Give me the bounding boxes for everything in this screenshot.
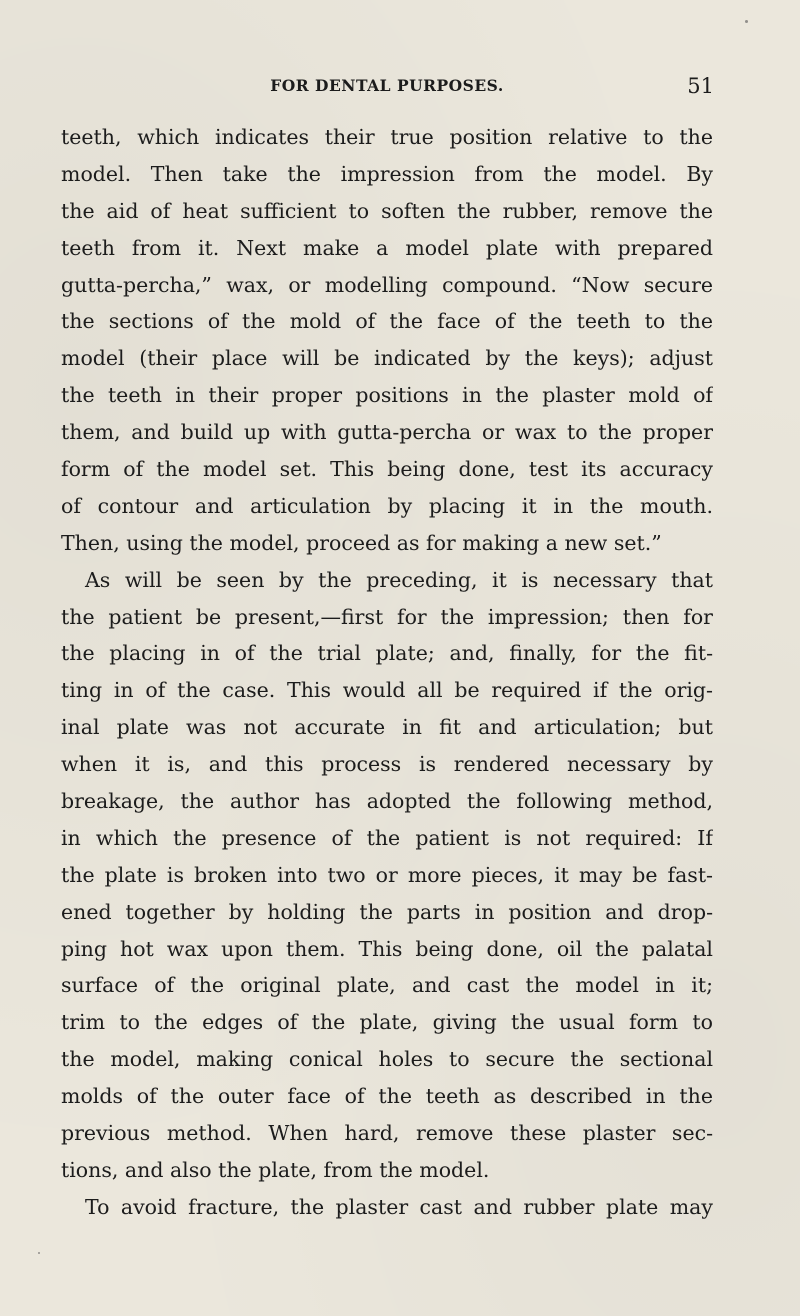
text-line: the placing in of the trial plate; and, finally, for the fit- [61,641,713,666]
paper-speck [38,1252,40,1254]
body-text [61,119,713,1226]
text-line: gutta-percha,” wax, or modelling compound. “Now secure [61,272,713,297]
text-line: the sections of the mold of the face of the teeth to the [61,309,713,334]
text-line: surface of the original plate, and cast the model in it; [61,973,713,998]
text-line: As will be seen by the preceding, it is necessary that [85,567,713,592]
text-line: the aid of heat sufficient to soften the rubber, remove the [61,198,713,223]
text-line: To avoid fracture, the plaster cast and rubber plate may [85,1194,713,1219]
text-line: of contour and articulation by placing it in the mouth. [61,493,713,518]
text-line: the teeth in their proper positions in the plaster mold of [61,383,713,408]
paper-speck [745,20,748,23]
text-line: inal plate was not accurate in fit and articulation; but [61,715,713,740]
text-line: tions, and also the plate, from the model. [61,1157,490,1182]
text-line: model (their place will be indicated by the keys); adjust [61,346,713,371]
running-head [60,74,714,100]
text-line: the model, making conical holes to secure the sectional [61,1047,713,1072]
text-line: when it is, and this process is rendered necessary by [61,752,713,777]
text-line: ened together by holding the parts in position and drop- [61,899,713,924]
page-number: 51 [687,74,714,98]
text-line: the plate is broken into two or more pieces, it may be fast- [61,862,713,887]
text-line: ping hot wax upon them. This being done, oil the palatal [61,936,713,961]
running-title: FOR DENTAL PURPOSES. [270,76,504,95]
text-line: the patient be present,—first for the impression; then for [61,604,713,629]
text-line: model. Then take the impression from the model. By [61,161,713,186]
text-line: molds of the outer face of the teeth as described in the [61,1084,713,1109]
text-line: teeth from it. Next make a model plate with prepared [61,235,713,260]
text-line: previous method. When hard, remove these plaster sec- [61,1121,713,1146]
text-line: form of the model set. This being done, test its accuracy [61,457,713,482]
text-line: teeth, which indicates their true position relative to the [61,125,713,149]
text-line: them, and build up with gutta-percha or wax to the proper [61,420,713,445]
text-line: Then, using the model, proceed as for making a new set.” [61,530,662,555]
text-line: in which the presence of the patient is not required: If [61,825,713,850]
text-line: breakage, the author has adopted the following method, [61,789,713,814]
text-line: trim to the edges of the plate, giving the usual form to [61,1010,713,1035]
text-line: ting in of the case. This would all be required if the orig- [61,678,713,703]
